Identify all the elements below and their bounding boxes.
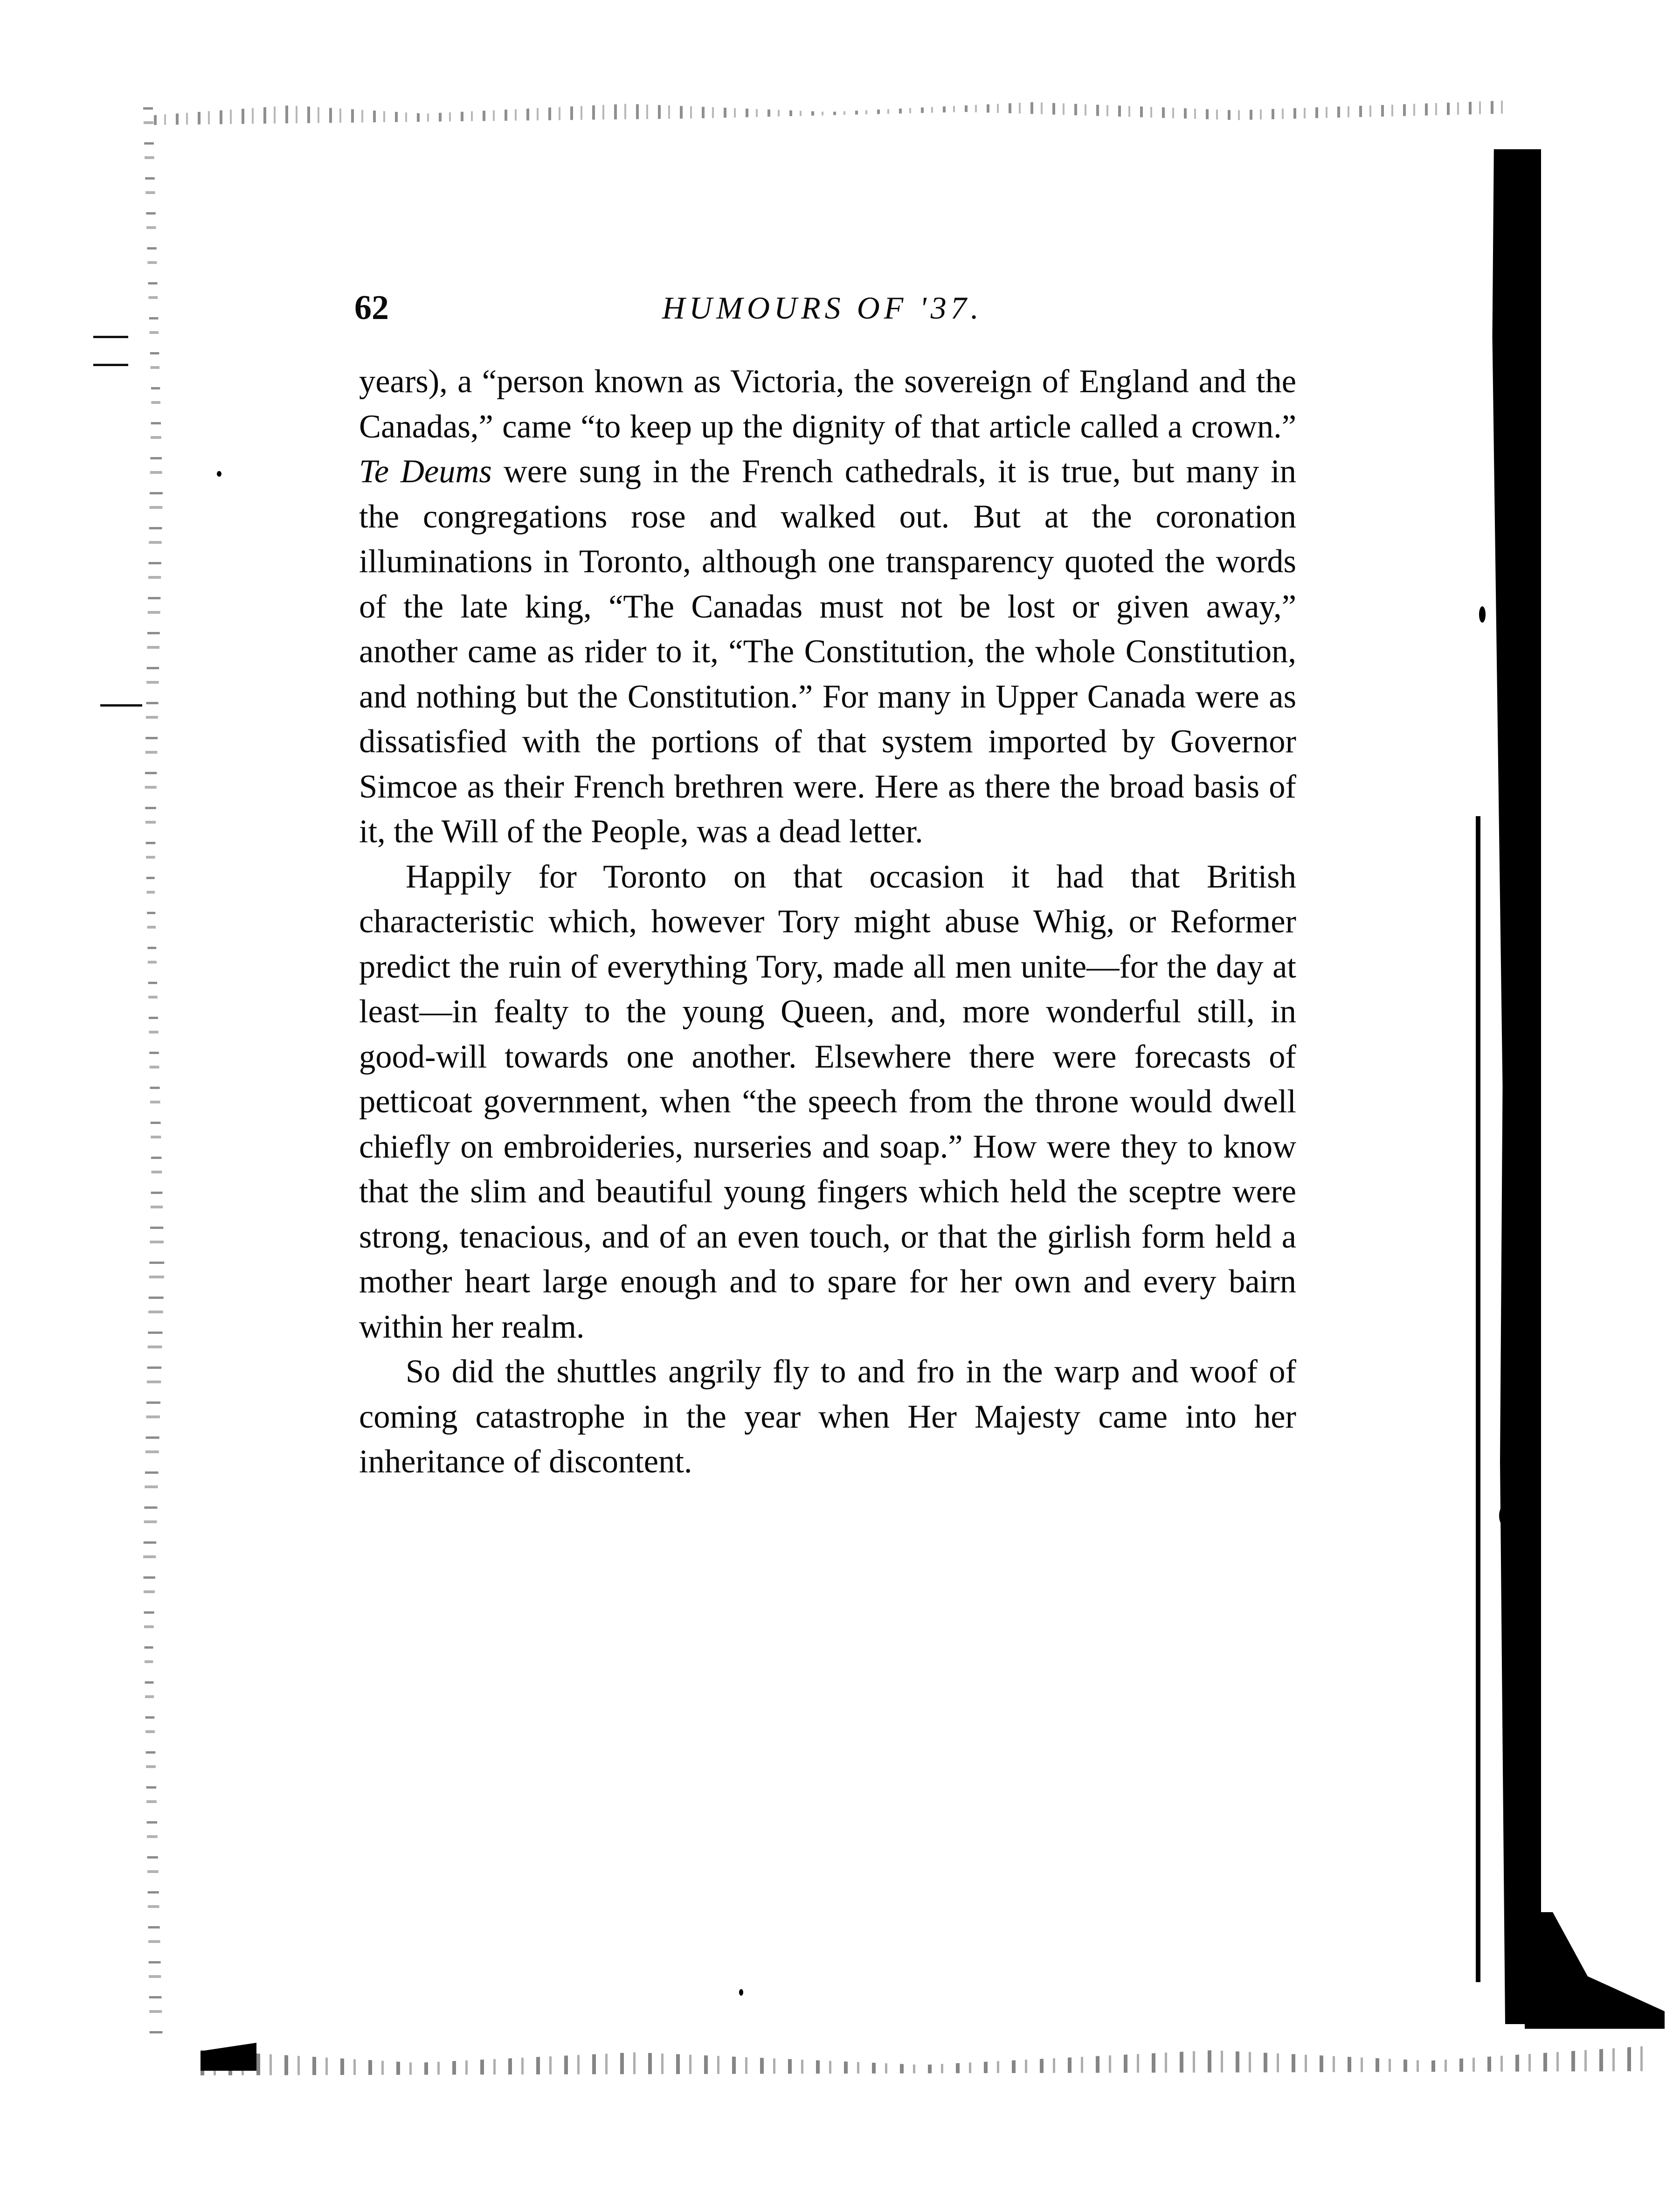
- ink-dot: [217, 471, 221, 477]
- ink-dot: [739, 1989, 743, 1996]
- paragraph-2: Happily for Toronto on that occasion it had that British characteristic which, however Tory might abuse Whig, or Reformer predict the ruin of everything Tory, made all men unite—for the day at least—in fealty to the young Queen, and, more wonderful still, in good-will towards one another. Elsewhere there were forecasts of petticoat government, when “the speech from the throne would dwell chiefly on embroideries, nurseries and soap.” How were they to know that the slim and beautiful young fingers which held the sceptre were strong, tenacious, and of an even touch, or that the girlish form held a mother heart large enough and to spare for her own and every bairn within her realm.: [359, 858, 1296, 1345]
- scan-edge-bottom-shadow: [200, 2043, 256, 2071]
- page-number: 62: [354, 289, 389, 327]
- paragraph-1-text-a: years), a “person known as Victoria, the sovereign of England and the Canadas,” came “to keep up the dignity of that article called a crown.”: [359, 363, 1296, 445]
- scan-edge-left: [140, 107, 173, 2043]
- ink-blot: [1499, 1502, 1520, 1530]
- ink-blot: [1479, 606, 1486, 623]
- binding-shadow: [1490, 149, 1541, 2024]
- paragraph-1-italic: Te Deums: [359, 453, 492, 490]
- paragraph-1-text-b: were sung in the French cathedrals, it is true, but many in the congregations rose and walked out. But at the coronation illuminations in Toronto, although one transparency quoted the words of the late king, “The Canadas must not be lost or given away,” another came as rider to it, “The Constitution, the whole Constitution, and nothing but the Constitution.” For many in Upper Canada were as dissatisfied with the portions of that system imported by Governor Simcoe as their French brethren were. Here as there the broad basis of it, the Will of the People, was a dead letter.: [359, 453, 1296, 850]
- binding-shadow-corner: [1525, 1912, 1665, 2029]
- paragraph-1: [359, 359, 1296, 854]
- scan-tick-mark: [93, 336, 128, 338]
- scan-edge-bottom: [200, 2033, 1646, 2075]
- binding-line: [1476, 816, 1480, 1982]
- body-text: [359, 359, 1296, 1484]
- scan-tick-mark: [100, 704, 142, 707]
- scan-tick-mark: [93, 364, 128, 366]
- running-title: HUMOURS OF '37.: [662, 290, 983, 326]
- page-header: [354, 287, 1287, 329]
- scan-edge-top: [154, 96, 1506, 128]
- paragraph-3: So did the shuttles angrily fly to and fro in the warp and woof of coming catastrophe in the year when Her Majesty came into her inheritance of discontent.: [359, 1353, 1296, 1480]
